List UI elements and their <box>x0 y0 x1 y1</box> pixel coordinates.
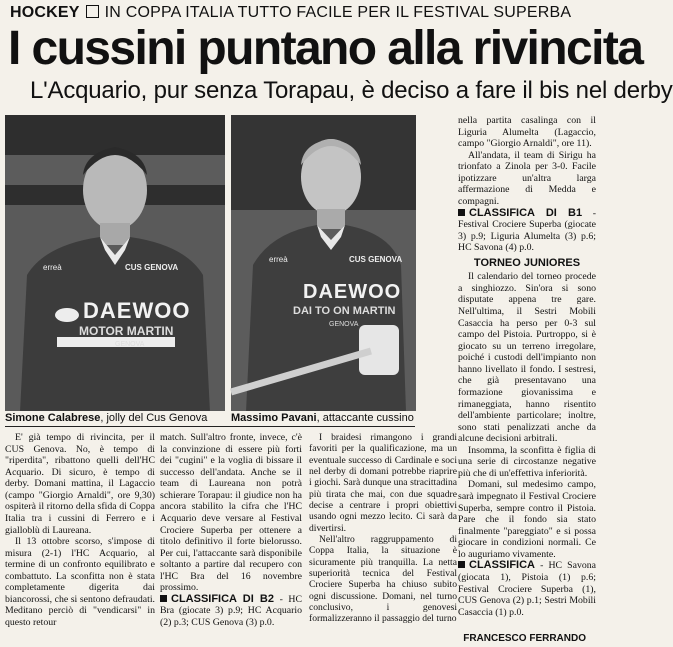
ranking-label: CLASSIFICA DI B2 <box>171 592 274 605</box>
ranking-text: - Festival Crociere Superba (giocate 3) p.9; Liguria Alumelta (3) p.6; HC Savona (4) p.0. <box>458 207 596 254</box>
caption-player-name: Simone Calabrese <box>5 412 101 424</box>
jersey-brand: erreà <box>269 255 288 264</box>
caption-role: , attaccante cussino <box>316 412 414 424</box>
ranking-juniores <box>458 560 596 618</box>
section-label: HOCKEY <box>10 4 80 21</box>
jersey-club: CUS GENOVA <box>349 255 403 264</box>
subsection-title: TORNEO JUNIORES <box>473 256 581 269</box>
paragraph: Insomma, la sconfitta è figlia di una serie di circostanze negative più che di un'effettiva inferiorità. <box>458 444 596 479</box>
jersey-sub: MOTOR MARTIN <box>79 324 174 338</box>
paragraph: Il calendario del torneo procede a singhiozzo. Sin'ora si sono disputate appena tre gare. Nell'ultima, il Sestri Mobili Casaccia ha perso per 0-3 sul campo del Pistoia. Purtroppo, si è giocato su un terreno irregolare, poiché i custodi dell'impianto non hanno livellato il fondo. I sestresi, che già presentavano una formazione giovanissima e rimaneggiata, hanno risentito dell'ambiente particolare; inoltre, sono stati penalizzati anche da alcune decisioni arbitrali. <box>458 271 596 445</box>
jersey-club: CUS GENOVA <box>125 263 179 272</box>
article-column-3 <box>309 432 457 625</box>
ranking-b2 <box>160 594 302 629</box>
checkbox-icon <box>86 5 99 18</box>
ranking-text: - HC Bra (giocate 3) p.9; HC Acquario (2) p.3; CUS Genova (3) p.0. <box>160 593 302 628</box>
paragraph: All'andata, il team di Sirigu ha trionfato a Zinola per 3-0. Facile ipotizzare un'altra larga affermazione di Medda e compagni. <box>458 149 596 207</box>
author-byline: FRANCESCO FERRANDO <box>463 633 586 644</box>
subheadline: L'Acquario, pur senza Torapau, è deciso a fare il bis nel derby <box>30 77 673 104</box>
photo-massimo-pavani <box>231 115 416 412</box>
bullet-square-icon <box>458 209 465 216</box>
kicker-text: IN COPPA ITALIA TUTTO FACILE PER IL FESTIVAL SUPERBA <box>104 4 572 21</box>
paragraph: E' già tempo di rivincita, per il CUS Genova. No, è tempo di "riperdita", ribattono quelli dell'HC Acquario. Di sicuro, è tempo di derby. Domani mattina, il Lagaccio (campo "Giorgio Arnaldi", ore 9,30) ospiterà il ritorno della sfida di Coppa Italia tra i cussini di Ferrero e i gialloblù di Laureana. <box>5 432 155 536</box>
photo-caption-1 <box>5 411 225 425</box>
paragraph: I braidesi rimangono i grandi favoriti per la qualificazione, ma un eventuale successo di Cardinale e soci nel derby di domani potrebbe riaprire i giochi. Sarà dunque una stracittadina più tirata che mai, con due squadre decise a centrare i propri obiettivi usando ogni mezzo lecito. Ci sarà da divertirsi. <box>309 432 457 534</box>
bullet-square-icon <box>160 595 167 602</box>
article-column-2 <box>160 432 302 629</box>
caption-player-name: Massimo Pavani <box>231 412 317 424</box>
article-column-4 <box>458 115 596 618</box>
jersey-sponsor: DAEWOO <box>303 281 402 303</box>
jersey-city: GENOVA <box>329 321 359 328</box>
photo-simone-calabrese <box>5 115 225 412</box>
paragraph: nella partita casalinga con il Liguria Alumelta (Lagaccio, campo "Giorgio Arnaldi", ore 11). <box>458 115 596 150</box>
paragraph: Domani, sul medesimo campo, sarà impegnato il Festival Crociere Superba, sempre contro il Pistoia. Pare che il fondo sia stato finalmente "pareggiato" e si possa giocare in condizioni normali. Ce lo auguriamo vivamente. <box>458 479 596 560</box>
photo-caption-2 <box>231 411 416 425</box>
paragraph: Il 13 ottobre scorso, s'impose di misura (2-1) l'HC Acquario, al termine di un confronto equilibrato e combattuto. La sconfitta non è stata completamente digerita dai biancorossi, che si sentono defraudati. Meditano perciò di "vendicarsi" in questo retour <box>5 536 155 628</box>
headline: I cussini puntano alla rivincita <box>8 22 643 75</box>
ranking-text: - HC Savona (giocata 1), Pistoia (1) p.6; Festival Crociere Superba (1), CUS Genova (2) p.1; Sestri Mobili Casaccia (1) p.0. <box>458 560 596 618</box>
jersey-city: GENOVA <box>115 341 145 348</box>
ranking-label: CLASSIFICA DI B1 <box>469 206 583 219</box>
paragraph: Nell'altro raggruppamento di Coppa Italia, la situazione è sicuramente più tranquilla. La netta superiorità tecnica del Festival Crociere Superba ha chiuso subito ogni discussione. Domani, nel turno conclusivo, i genovesi formalizzeranno il passaggio del turno <box>309 533 457 625</box>
ranking-b1 <box>458 208 596 254</box>
section-kicker <box>10 2 595 24</box>
ranking-label: CLASSIFICA <box>469 559 535 572</box>
jersey-sponsor: DAEWOO <box>83 298 191 323</box>
article-column-1 <box>5 432 155 629</box>
jersey-brand: erreà <box>43 263 62 272</box>
caption-role: , jolly del Cus Genova <box>100 412 208 424</box>
bullet-square-icon <box>458 561 465 568</box>
photo-divider <box>5 426 415 427</box>
paragraph: match. Sull'altro fronte, invece, c'è la convinzione di essere più forti dei "cugini" e la voglia di bissare il successo dell'andata. Anche se il team di Laureana non potrà schierare Torapau: il giudice non ha ancora stabilito la cifra che l'HC Acquario deve versare al Festival Crociere Superba per ottenere a titolo definitivo il forte bielorusso. Per cui, l'attaccante sarà disponibile soltanto a partire dal recupero con l'HC Bra del 16 novembre prossimo. <box>160 432 302 594</box>
jersey-sub: DAI TO ON MARTIN <box>293 305 396 317</box>
